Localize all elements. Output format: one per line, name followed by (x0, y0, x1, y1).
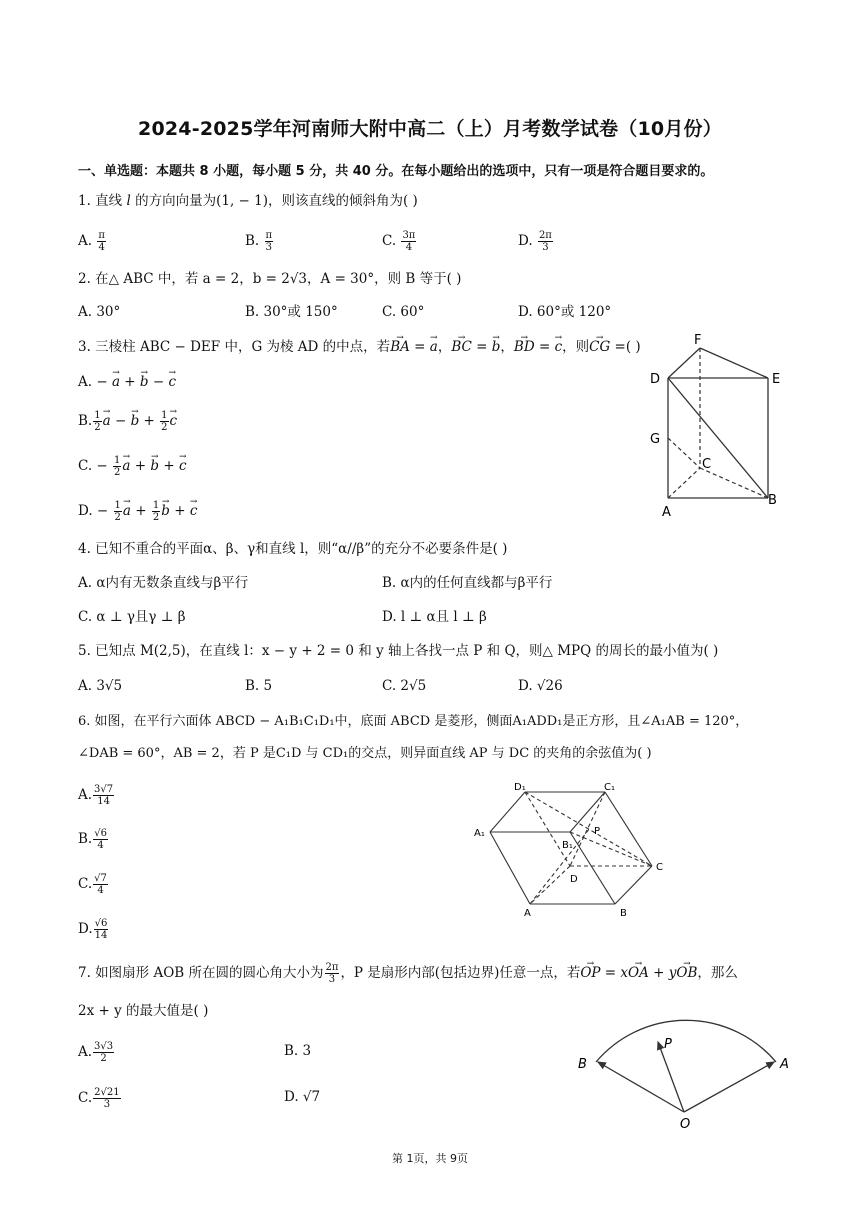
question-7-option-a: A. $\frac{3√3}{2}$ (78, 1041, 114, 1064)
question-2-option-c: C. 60° (382, 304, 425, 320)
question-6-stem-line-1: 6. 如图，在平行六面体 ABCD − A₁B₁C₁D₁中，底面 ABCD 是菱形，侧面A₁ADD₁是正方形，且∠A₁AB = 120°， (78, 714, 749, 729)
parallelepiped-figure (470, 778, 680, 918)
question-3-option-a: A. − → a + → b − → c (78, 372, 176, 392)
label-a: A (780, 1057, 789, 1072)
label-f: F (694, 333, 702, 348)
question-2-stem: 2. 在△ ABC 中，若 a = 2，b = 2√3，A = 30°，则 B 等于( ) (78, 271, 462, 287)
label-a: A (662, 505, 671, 520)
label-a1: A₁ (474, 828, 485, 839)
question-4-option-c: C. α ⊥ γ且γ ⊥ β (78, 609, 186, 625)
question-7-stem-line-2: 2x + y 的最大值是( ) (78, 1003, 209, 1019)
question-6-stem-line-2: ∠DAB = 60°，AB = 2，若 P 是C₁D 与 CD₁的交点，则异面直线 AP 与 DC 的夹角的余弦值为( ) (78, 746, 652, 761)
question-5-option-d: D. √26 (518, 678, 563, 694)
exam-title: 2024-2025学年河南师大附中高二（上）月考数学试卷（10月份） (138, 118, 722, 140)
question-1-option-a: A. $\frac{\pi}{4}$ (78, 230, 105, 253)
label-d: D (650, 372, 661, 387)
label-p: P (594, 826, 601, 837)
page-footer: 第 1页，共 9页 (392, 1152, 468, 1165)
question-4-option-b: B. α内的任何直线都与β平行 (382, 575, 553, 591)
label-a: A (524, 908, 531, 918)
label-e: E (772, 372, 781, 387)
question-6-option-b: B. $\frac{√6}{4}$ (78, 828, 107, 851)
label-b: B (578, 1057, 587, 1072)
question-2-option-b: B. 30°或 150° (245, 304, 338, 320)
question-3-stem: 3. 三棱柱 ABC − DEF 中，G 为棱 AD 的中点，若→ BA = → a，→ BC = → b，→ BD = → c，则→ CG =( ) (78, 337, 641, 357)
question-6-option-a: A. $\frac{3√7}{14}$ (78, 784, 114, 807)
question-2-option-a: A. 30° (78, 304, 121, 320)
question-1-option-b: B. $\frac{\pi}{3}$ (245, 230, 273, 253)
question-5-option-a: A. 3√5 (78, 678, 123, 694)
question-7-option-b: B. 3 (284, 1043, 312, 1059)
question-6-option-d: D. $\frac{√6}{14}$ (78, 918, 108, 941)
prism-figure (640, 330, 790, 526)
label-o: O (680, 1117, 691, 1132)
question-3-option-d: D. − $\frac{1}{2}$ → a + $\frac{1}{2}$ → b + → c (78, 500, 197, 523)
label-d: D (570, 874, 578, 885)
question-3-option-b: B. $\frac{1}{2}$ → a − → b + $\frac{1}{2}$ → c (78, 410, 177, 433)
label-b1: B₁ (562, 840, 573, 851)
label-b: B (768, 493, 777, 508)
label-d1: D₁ (514, 782, 526, 793)
question-4-option-a: A. α内有无数条直线与β平行 (78, 575, 249, 591)
label-c: C (702, 457, 712, 472)
label-c: C (656, 862, 663, 873)
label-c1: C₁ (604, 782, 615, 793)
question-1-option-c: C. $\frac{3\pi}{4}$ (382, 230, 416, 253)
question-5-stem: 5. 已知点 M(2,5)，在直线 l：x − y + 2 = 0 和 y 轴上各找一点 P 和 Q，则△ MPQ 的周长的最小值为( ) (78, 643, 719, 659)
question-6-option-c: C. $\frac{√7}{4}$ (78, 873, 107, 896)
question-7-option-c: C. $\frac{2√21}{3}$ (78, 1087, 120, 1110)
question-1-stem: 1. 直线 l 的方向向量为(1, − 1)，则该直线的倾斜角为( ) (78, 193, 418, 209)
section-heading: 一、单选题：本题共 8 小题，每小题 5 分，共 40 分。在每小题给出的选项中，只有一项是符合题目要求的。 (78, 164, 714, 179)
question-5-option-b: B. 5 (245, 678, 273, 694)
question-1-option-d: D. $\frac{2\pi}{3}$ (518, 230, 552, 253)
question-4-stem: 4. 已知不重合的平面α、β、γ和直线 l，则“α//β”的充分不必要条件是( ) (78, 541, 508, 557)
question-2-option-d: D. 60°或 120° (518, 304, 612, 320)
sector-figure (570, 1000, 800, 1135)
question-7-option-d: D. √7 (284, 1089, 321, 1105)
label-p: P (664, 1037, 672, 1052)
label-b: B (620, 908, 627, 918)
question-7-stem-line-1: 7. 如图扇形 AOB 所在圆的圆心角大小为 $\frac{2\pi}{3}$ ，P 是扇形内部(包括边界)任意一点，若→ OP = x→ OA + y→ OB，那么 (78, 962, 738, 985)
label-g: G (650, 432, 661, 447)
question-5-option-c: C. 2√5 (382, 678, 427, 694)
question-4-option-d: D. l ⊥ α且 l ⊥ β (382, 609, 487, 625)
question-3-option-c: C. − $\frac{1}{2}$ → a + → b + → c (78, 455, 187, 478)
